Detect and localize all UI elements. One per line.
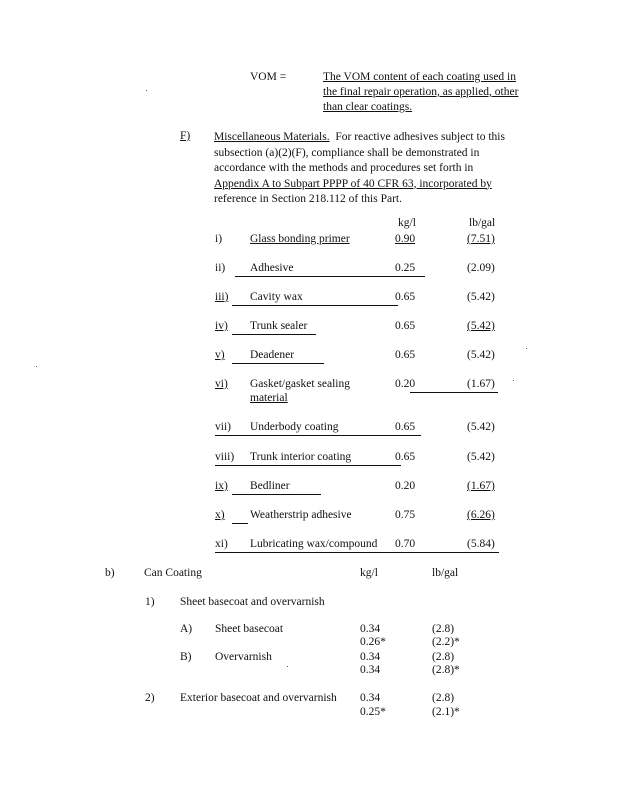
item1-b-kgl-1: 0.34: [360, 651, 381, 663]
table-f-row-name: Lubricating wax/compound: [250, 538, 378, 550]
table-f-row-kgl: 0.65: [395, 349, 416, 361]
table-f-row-lbgal: (5.42): [467, 451, 495, 463]
section-f-text-line1: For reactive adhesives subject to this: [335, 131, 505, 143]
table-f-row-lbgal: (1.67): [467, 480, 495, 492]
item2-kgl-2: 0.25*: [360, 706, 386, 718]
table-f-row-name: Underbody coating: [250, 421, 339, 433]
scan-speck: [513, 380, 514, 381]
table-f-row-lbgal: (5.84): [467, 538, 495, 550]
section-f-text-line4: Appendix A to Subpart PPPP of 40 CFR 63, incorporated by: [214, 177, 492, 190]
table-f-row-kgl: 0.90: [395, 233, 416, 245]
table-f-row-num: i): [215, 233, 223, 245]
table-f-row-kgl: 0.70: [395, 538, 416, 550]
table-f-row-kgl: 0.65: [395, 451, 416, 463]
table-f-row-lbgal: (5.42): [467, 291, 495, 303]
table-f-row-name: Deadener: [250, 349, 295, 361]
scan-speck: [146, 90, 147, 91]
section-b-header-kgl: kg/l: [360, 567, 378, 579]
table-f-row-lbgal: (5.42): [467, 320, 495, 332]
section-f-paragraph: [214, 130, 505, 208]
table-f-row-name: Weatherstrip adhesive: [250, 509, 352, 521]
section-b-heading: Can Coating: [144, 567, 202, 579]
item2-num: 2): [145, 692, 155, 704]
section-f-text-line3: accordance with the methods and procedures set forth in: [214, 162, 474, 174]
table-f-row-name: Bedliner: [250, 480, 290, 492]
table-f-header-lbgal: lb/gal: [469, 217, 496, 229]
table-f-row-kgl: 0.20: [395, 378, 416, 390]
scan-speck: [36, 366, 37, 367]
section-f-heading: Miscellaneous Materials.: [214, 131, 330, 143]
item1-a-lbgal-1: (2.8): [432, 623, 455, 635]
item1-a-kgl-2: 0.26*: [360, 636, 386, 648]
table-f-row-kgl: 0.65: [395, 320, 416, 332]
table-f-row-name: Cavity wax: [250, 291, 303, 303]
table-f-row-num: iv): [215, 320, 228, 332]
item1-b-lbgal-1: (2.8): [432, 651, 455, 663]
table-f-row-lbgal: (2.09): [467, 262, 495, 274]
table-f-row-num: ix): [215, 480, 228, 492]
table-f-row-kgl: 0.65: [395, 291, 416, 303]
table-f-row-lbgal: (5.42): [467, 421, 495, 433]
table-f-row-lbgal: (7.51): [467, 233, 495, 245]
scan-speck: [287, 666, 288, 667]
vom-def-line1: The VOM content of each coating used in: [323, 71, 516, 83]
table-f-row-name: Trunk interior coating: [250, 451, 352, 463]
item1-a-name: Sheet basecoat: [215, 623, 284, 635]
item1-title: Sheet basecoat and overvarnish: [180, 596, 325, 608]
table-f-row-num: vii): [215, 421, 231, 433]
table-f-row-kgl: 0.20: [395, 480, 416, 492]
table-f-row-underline: [232, 509, 248, 524]
item1-a-lbgal-2: (2.2)*: [432, 636, 460, 648]
table-f-row-num: vi): [215, 378, 228, 390]
item2-lbgal-1: (2.8): [432, 692, 455, 704]
item2-title: Exterior basecoat and overvarnish: [180, 692, 337, 704]
table-f-row-name: Glass bonding primer: [250, 233, 350, 245]
vom-def-line2-text: the final repair operation, as applied, other: [323, 86, 519, 98]
item1-b-marker: B): [180, 651, 192, 663]
table-f-row-name-cont: material: [250, 392, 288, 404]
table-f-row-kgl: 0.65: [395, 421, 416, 433]
item1-a-marker: A): [180, 623, 193, 635]
table-f-row-kgl: 0.75: [395, 509, 416, 521]
scan-speck: [526, 348, 527, 349]
item2-lbgal-2: (2.1)*: [432, 706, 460, 718]
section-b-marker: b): [105, 567, 115, 579]
table-f-header-kgl: kg/l: [398, 217, 416, 229]
table-f-row-name: Gasket/gasket sealing: [250, 378, 350, 390]
item1-b-kgl-2: 0.34: [360, 664, 381, 676]
section-f-text-line2: subsection (a)(2)(F), compliance shall be demonstrated in: [214, 146, 480, 159]
table-f-row-lbgal: (6.26): [467, 509, 495, 521]
table-f-row-name: Trunk sealer: [250, 320, 308, 332]
table-f-row-kgl: 0.25: [395, 262, 416, 274]
table-f-row-num: v): [215, 349, 225, 361]
section-f-marker: F): [180, 130, 191, 142]
item2-kgl-1: 0.34: [360, 692, 381, 704]
vom-term: VOM =: [250, 71, 287, 83]
table-f-row-num: x): [215, 509, 225, 521]
vom-def-line3: than clear coatings.: [323, 101, 413, 113]
item1-b-name: Overvarnish: [215, 651, 272, 663]
table-f-row-lbgal: (5.42): [467, 349, 495, 361]
vom-def-line2: [323, 86, 518, 98]
item1-a-kgl-1: 0.34: [360, 623, 381, 635]
item1-num: 1): [145, 596, 155, 608]
item1-b-lbgal-2: (2.8)*: [432, 664, 460, 676]
table-f-row-lbgal: (1.67): [467, 378, 495, 390]
table-f-row-num: viii): [215, 451, 235, 463]
section-b-header-lbgal: lb/gal: [432, 567, 459, 579]
table-f-row-num: ii): [215, 262, 226, 274]
table-f-row-num: xi): [215, 538, 228, 550]
table-f-row-name: Adhesive: [250, 262, 294, 274]
section-f-text-line5: reference in Section 218.112 of this Part.: [214, 193, 402, 205]
table-f-row-num: iii): [215, 291, 229, 303]
